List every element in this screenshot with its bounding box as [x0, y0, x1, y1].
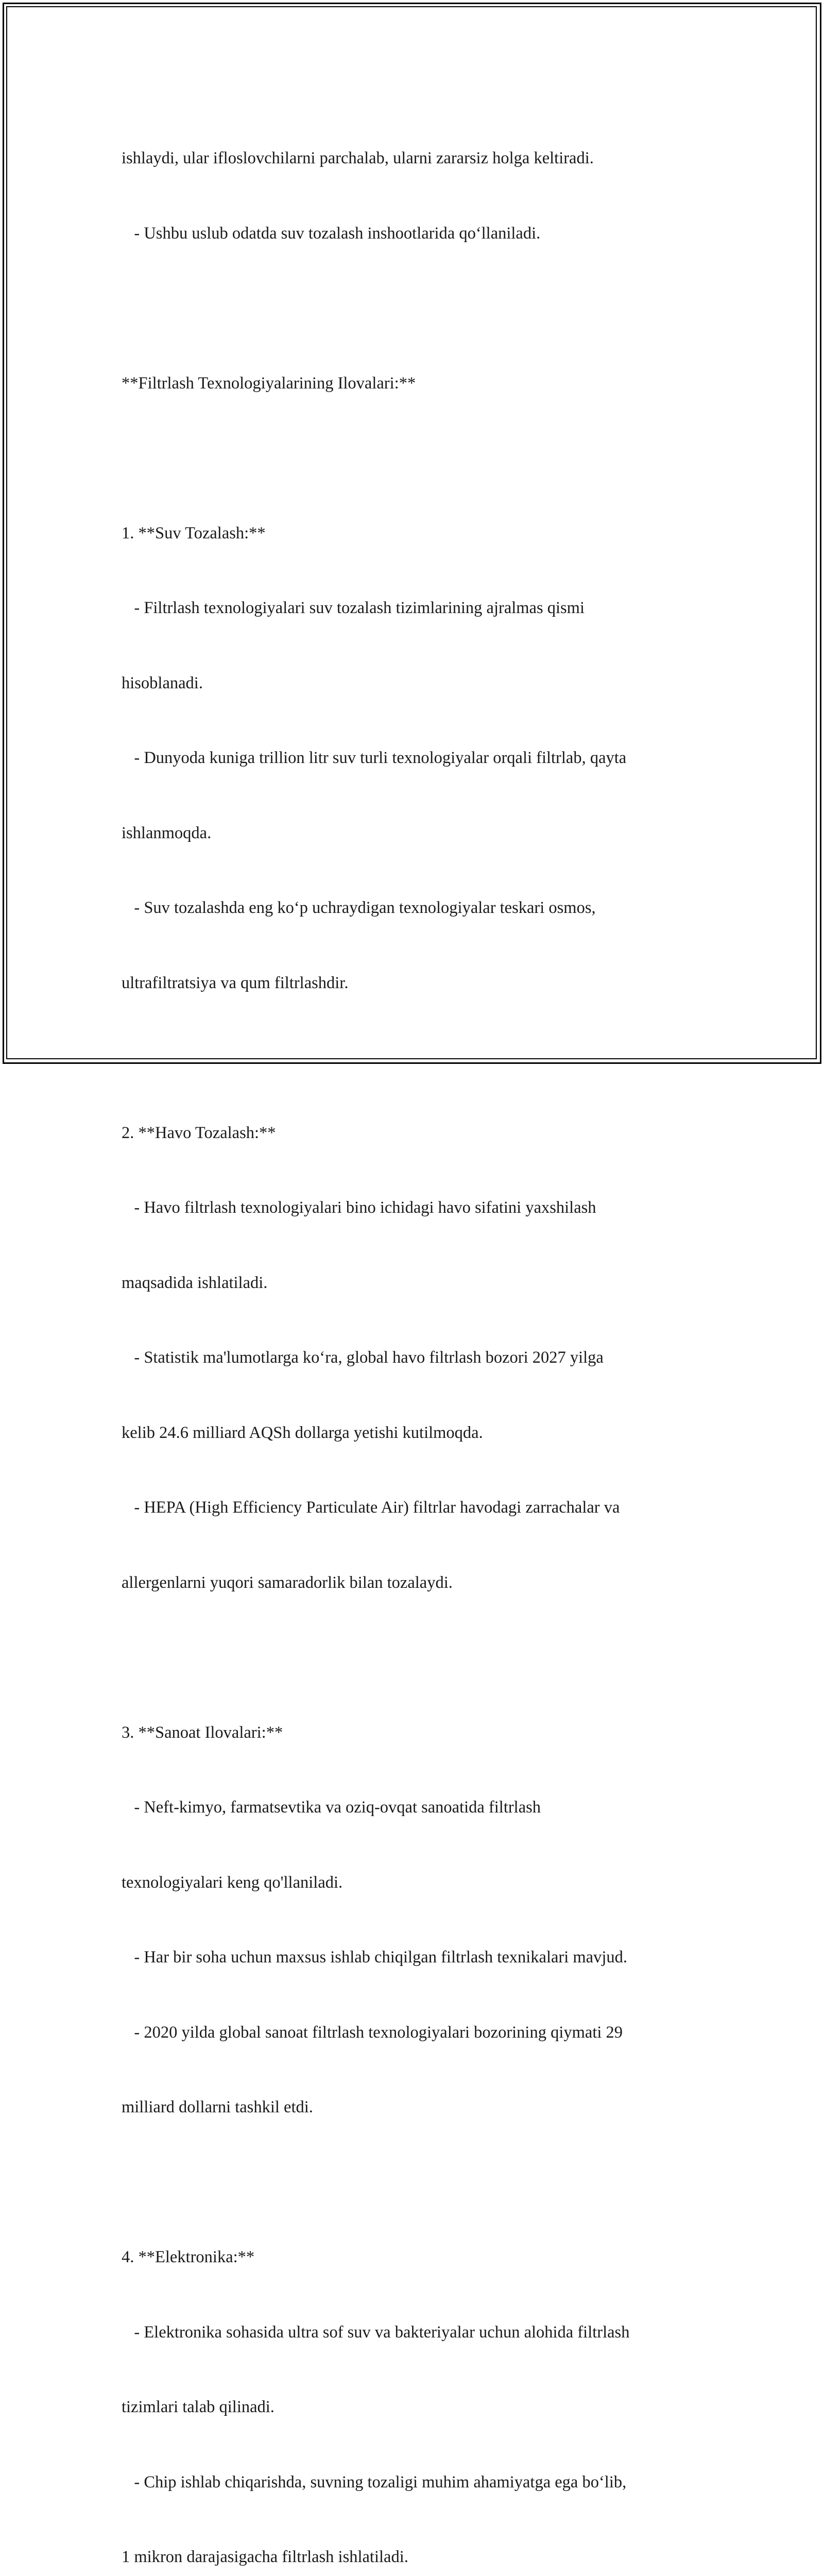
text-line: milliard dollarni tashkil etdi.: [122, 2098, 313, 2116]
text-line: - Ushbu uslub odatda suv tozalash inshootlarida qo‘llaniladi.: [122, 224, 541, 243]
text-line: - Filtrlash texnologiyalari suv tozalash tizimlarining ajralmas qismi: [122, 599, 585, 617]
text-line: ishlaydi, ular ifloslovchilarni parchalab, ularni zararsiz holga keltiradi.: [122, 149, 594, 167]
text-line: - 2020 yilda global sanoat filtrlash texnologiyalari bozorining qiymati 29: [122, 2023, 623, 2042]
blank-line: [122, 296, 719, 321]
text-line: kelib 24.6 milliard AQSh dollarga yetishi kutilmoqda.: [122, 1423, 483, 1442]
text-line: - Dunyoda kuniga trillion litr suv turli texnologiyalar orqali filtrlab, qayta: [122, 749, 627, 767]
text-line: - Chip ishlab chiqarishda, suvning tozaligi muhim ahamiyatga ega bo‘lib,: [122, 2472, 627, 2492]
list-heading: 2. **Havo Tozalash:**: [122, 1123, 276, 1142]
text-line: hisoblanadi.: [122, 673, 203, 692]
text-line: - HEPA (High Efficiency Particulate Air) filtrlar havodagi zarrachalar va: [122, 1498, 620, 1517]
text-line: 1 mikron darajasigacha filtrlash ishlatiladi.: [122, 2548, 408, 2566]
text-line: - Statistik ma'lumotlarga ko‘ra, global havo filtrlash bozori 2027 yilga: [122, 1348, 604, 1367]
text-line: ultrafiltratsiya va qum filtrlashdir.: [122, 973, 349, 992]
section-heading: **Filtrlash Texnologiyalarining Ilovalari:**: [122, 374, 416, 393]
text-line: - Neft-kimyo, farmatsevtika va oziq-ovqat sanoatida filtrlash: [122, 1798, 541, 1817]
text-line: ishlanmoqda.: [122, 823, 212, 842]
document-body: [122, 96, 719, 2576]
list-heading: 4. **Elektronika:**: [122, 2248, 255, 2266]
text-line: - Suv tozalashda eng ko‘p uchraydigan texnologiyalar teskari osmos,: [122, 899, 596, 917]
blank-line: [122, 1045, 719, 1071]
blank-line: [122, 2170, 719, 2195]
text-line: maqsadida ishlatiladi.: [122, 1273, 268, 1292]
text-line: tizimlari talab qilinadi.: [122, 2398, 274, 2416]
text-line: - Elektronika sohasida ultra sof suv va bakteriyalar uchun alohida filtrlash: [122, 2323, 630, 2342]
blank-line: [122, 446, 719, 471]
text-line: allergenlarni yuqori samaradorlik bilan tozalaydi.: [122, 1573, 453, 1592]
list-heading: 1. **Suv Tozalash:**: [122, 523, 266, 543]
text-line: - Havo filtrlash texnologiyalari bino ichidagi havo sifatini yaxshilash: [122, 1198, 596, 1217]
blank-line: [122, 1645, 719, 1670]
text-line: - Har bir soha uchun maxsus ishlab chiqilgan filtrlash texnikalari mavjud.: [122, 1948, 627, 1967]
list-heading: 3. **Sanoat Ilovalari:**: [122, 1723, 283, 1742]
text-line: texnologiyalari keng qo'llaniladi.: [122, 1873, 343, 1892]
